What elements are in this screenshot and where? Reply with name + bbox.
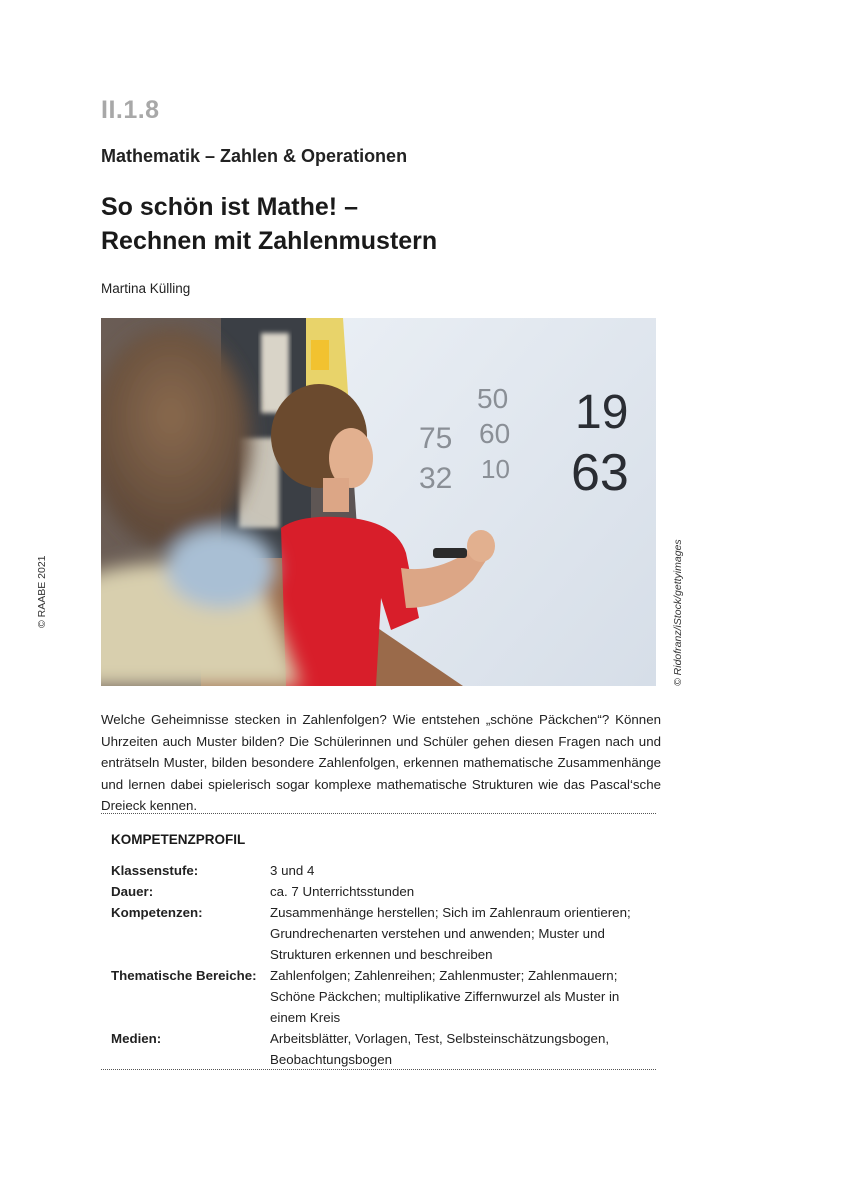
profile-label: Kompetenzen: xyxy=(111,905,203,920)
copyright-note: © RAABE 2021 xyxy=(36,555,48,628)
competence-profile-heading: KOMPETENZPROFIL xyxy=(111,832,246,847)
profile-value: ca. 7 Unterrichtsstunden xyxy=(270,884,415,899)
profile-label: Medien: xyxy=(111,1031,162,1046)
profile-row xyxy=(111,881,656,902)
profile-row xyxy=(111,860,656,881)
author-name: Martina Külling xyxy=(101,281,191,296)
title-line-1: So schön ist Mathe! – xyxy=(101,193,358,221)
profile-row xyxy=(111,902,656,965)
profile-value: Zusammenhänge herstellen; Sich im Zahlenraum orientieren; Grundrechenarten verstehen und anwenden; Muster und Strukturen erkennen und beschreiben xyxy=(270,905,631,962)
board-number: 10 xyxy=(481,454,510,484)
profile-label: Dauer: xyxy=(111,884,154,899)
board-number: 32 xyxy=(419,462,453,495)
profile-value: Zahlenfolgen; Zahlenreihen; Zahlenmuster; Zahlenmauern; Schöne Päckchen; multiplikative Ziffernwurzel als Muster in einem Kreis xyxy=(270,968,620,1025)
divider-bottom xyxy=(101,1069,656,1070)
board-number: 75 xyxy=(419,422,453,455)
board-number: 60 xyxy=(479,418,511,449)
board-number: 19 xyxy=(575,386,629,439)
page-title xyxy=(101,190,437,258)
title-line-2: Rechnen mit Zahlenmustern xyxy=(101,227,438,255)
profile-row xyxy=(111,1028,656,1070)
classroom-whiteboard-illustration xyxy=(101,318,656,686)
profile-label: Thematische Bereiche: xyxy=(111,968,257,983)
board-number: 50 xyxy=(477,383,509,414)
cover-photo xyxy=(101,318,656,686)
unit-code: II.1.8 xyxy=(101,96,160,124)
board-number: 63 xyxy=(571,444,629,502)
profile-value: Arbeitsblätter, Vorlagen, Test, Selbsteinschätzungsbogen, Beobachtungsbogen xyxy=(270,1031,610,1067)
subject-heading: Mathematik – Zahlen & Operationen xyxy=(101,146,408,166)
divider-top xyxy=(101,813,656,814)
profile-value: 3 und 4 xyxy=(270,863,315,878)
profile-row xyxy=(111,965,656,1028)
competence-profile-table xyxy=(111,860,656,1070)
photo-credit: © Ridofranz/iStock/gettyimages xyxy=(672,539,684,686)
intro-paragraph: Welche Geheimnisse stecken in Zahlenfolgen? Wie entstehen „schöne Päckchen“? Können Uhrzeiten auch Muster bilden? Die Schülerinnen und Schüler gehen diesen Fragen nach und enträtseln Muster, bilden besondere Zahlenfolgen, erkennen mathematische Zusammenhänge und lernen dabei spielerisch sogar komplexe mathematische Strukturen wie das Pascal‘sche Dreieck kennen. xyxy=(101,712,661,813)
profile-label: Klassenstufe: xyxy=(111,863,199,878)
